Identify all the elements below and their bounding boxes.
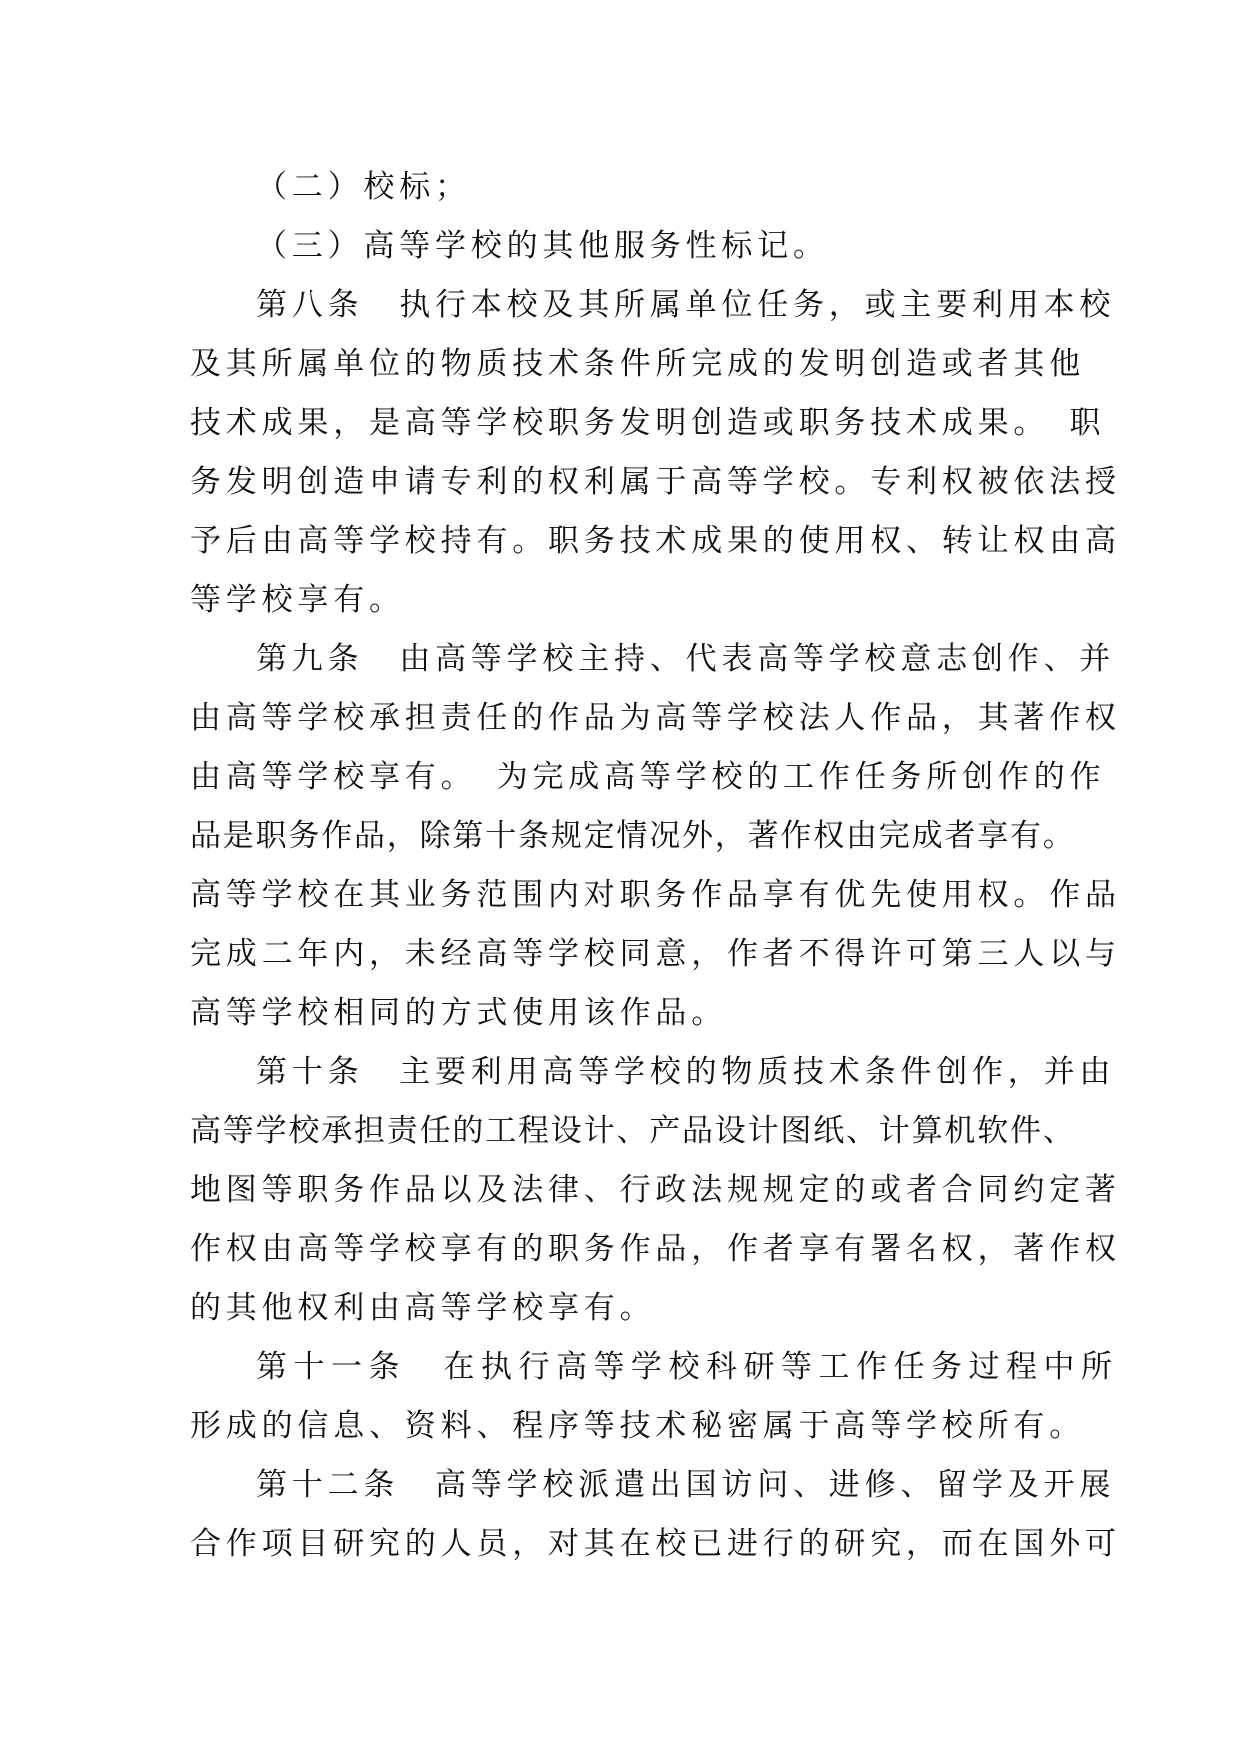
text-line: 形成的信息、资料、程序等技术秘密属于高等学校所有。 (190, 1408, 1085, 1444)
text-line: 第九条 由高等学校主持、代表高等学校意志创作、并 (256, 641, 1116, 677)
text-line: 第十一条 在执行高等学校科研等工作任务过程中所 (256, 1349, 1119, 1385)
text-line: 技术成果，是高等学校职务发明创造或职务技术成果。 职 (190, 405, 1106, 441)
text-line: 第八条 执行本校及其所属单位任务，或主要利用本校 (256, 287, 1116, 323)
text-line: （三）高等学校的其他服务性标记。 (256, 228, 829, 264)
text-line: 合作项目研究的人员，对其在校已进行的研究，而在国外可 (190, 1526, 1121, 1562)
text-line: 务发明创造申请专利的权利属于高等学校。专利权被依法授 (190, 464, 1121, 500)
text-line: 高等学校承担责任的工程设计、产品设计图纸、计算机软件、 (190, 1113, 1076, 1149)
text-line: 由高等学校承担责任的作品为高等学校法人作品，其著作权 (190, 700, 1121, 736)
text-line: 由高等学校享有。 为完成高等学校的工作任务所创作的作 (190, 759, 1106, 795)
text-line: （二）校标； (256, 169, 471, 205)
text-line: 第十条 主要利用高等学校的物质技术条件创作，并由 (256, 1054, 1116, 1090)
text-line: 地图等职务作品以及法律、行政法规规定的或者合同约定著 (190, 1172, 1121, 1208)
text-line: 品是职务作品，除第十条规定情况外，著作权由完成者享有。 (190, 818, 1076, 854)
text-line: 的其他权利由高等学校享有。 (190, 1290, 656, 1326)
text-line: 第十二条 高等学校派遣出国访问、进修、留学及开展 (256, 1467, 1116, 1503)
text-line: 予后由高等学校持有。职务技术成果的使用权、转让权由高 (190, 523, 1121, 559)
text-line: 作权由高等学校享有的职务作品，作者享有署名权，著作权 (190, 1231, 1121, 1267)
text-line: 完成二年内，未经高等学校同意，作者不得许可第三人以与 (190, 936, 1121, 972)
text-line: 等学校享有。 (190, 582, 405, 618)
text-line: 高等学校在其业务范围内对职务作品享有优先使用权。作品 (190, 877, 1121, 913)
text-line: 高等学校相同的方式使用该作品。 (190, 995, 727, 1031)
document-body (190, 158, 1121, 1574)
text-line: 及其所属单位的物质技术条件所完成的发明创造或者其他 (190, 346, 1085, 382)
